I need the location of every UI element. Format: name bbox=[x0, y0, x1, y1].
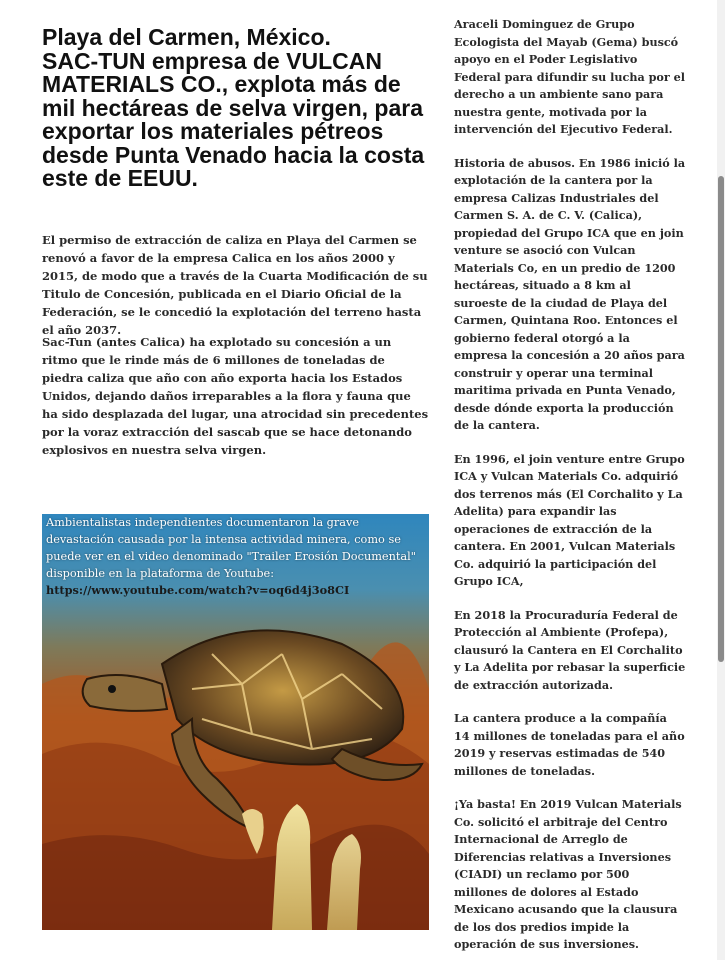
right-column bbox=[454, 16, 686, 970]
youtube-link[interactable]: https://www.youtube.com/watch?v=oq6d4j3o8CI bbox=[46, 583, 350, 597]
right-paragraph-1: Araceli Dominguez de Grupo Ecologista del Mayab (Gema) buscó apoyo en el Poder Legislativo Federal para difundir su lucha por el derecho a un ambiente sano para nuestra gente, motivada por la intervención del Ejecutivo Federal. bbox=[454, 17, 686, 136]
scrollbar-thumb[interactable] bbox=[718, 176, 724, 662]
headline-place: Playa del Carmen, México. bbox=[42, 24, 331, 50]
right-paragraph-5: La cantera produce a la compañía 14 millones de toneladas para el año 2019 y reservas estimadas de 540 millones de toneladas. bbox=[454, 711, 685, 778]
right-paragraph-3: En 1996, el join venture entre Grupo ICA y Vulcan Materials Co. adquirió dos terrenos más (El Corchalito y La Adelita) para expandir las operaciones de extracción de la cantera. En 2001, Vulcan Materials Co. adquirió la participación del Grupo ICA, bbox=[454, 451, 685, 588]
headline-body: SAC-TUN empresa de VULCAN MATERIALS CO., explota más de mil hectáreas de selva virgen, para exportar los materiales pétreos desde Punta Venado hacia la costa este de EEUU. bbox=[42, 47, 425, 191]
photo-caption bbox=[42, 514, 429, 599]
left-paragraph-1: El permiso de extracción de caliza en Playa del Carmen se renovó a favor de la empresa Calica en los años 2000 y 2015, de modo que a través de la Cuarta Modificación de su Titulo de Concesión, publicada en el Diario Oficial de la Federación, se le concedió la explotación del terreno hasta el año 2037. bbox=[42, 233, 428, 337]
turtle-photo bbox=[42, 514, 429, 930]
left-paragraph-2: Sac-Tun (antes Calica) ha explotado su concesión a un ritmo que le rinde más de 6 millones de toneladas de piedra caliza que año con año exporta hacia los Estados Unidos, dejando daños irreparables a la flora y fauna que ha sido desplazada del lugar, una atrocidad sin precedentes por la voraz extracción del sascab que se hace detonando explosivos en nuestra selva virgen. bbox=[42, 335, 429, 457]
right-paragraph-4: En 2018 la Procuraduría Federal de Protección al Ambiente (Profepa), clausuró la Cantera en El Corchalito y La Adelita por rebasar la superficie de extracción autorizada. bbox=[454, 607, 686, 692]
right-paragraph-2: Historia de abusos. En 1986 inició la explotación de la cantera por la empresa Calizas Industriales del Carmen S. A. de C. V. (Calica), propiedad del Grupo ICA que en join venture se asoció con Vulcan Materials Co, en un predio de 1200 hectáreas, situado a 8 km al suroeste de la ciudad de Playa del Carmen, Quintana Roo. Entonces el gobierno federal otorgó a la empresa la concesión a 20 años para construir y operar una terminal maritima privada en Punta Venado, desde dónde exporta la producción de la cantera. bbox=[454, 155, 686, 432]
right-paragraph-6: ¡Ya basta! En 2019 Vulcan Materials Co. solicitó el arbitraje del Centro Internacional de Arreglo de Diferencias relativas a Inversiones (CIADI) un reclamo por 500 millones de dolores al Estado Mexicano acusando que la clausura de los dos predios impide la operación de sus inversiones. bbox=[454, 797, 682, 951]
headline bbox=[42, 26, 434, 191]
caption-text: Ambientalistas independientes documentaron la grave devastación causada por la intensa actividad minera, como se puede ver en el video denominado "Trailer Erosión Documental" disponible en la plataforma de Youtube: bbox=[46, 516, 416, 580]
